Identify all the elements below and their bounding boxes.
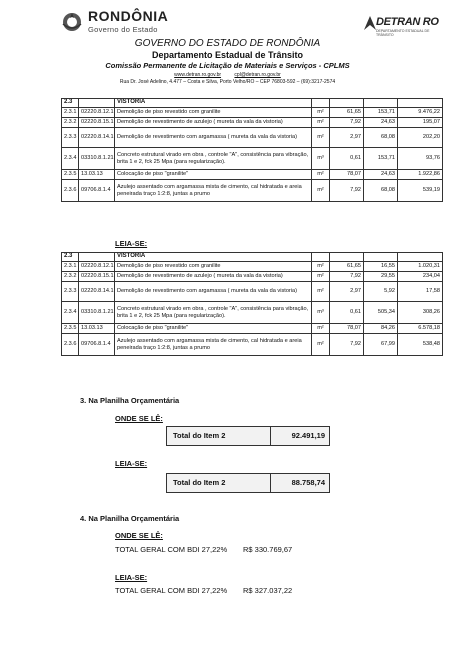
brand-title: RONDÔNIA (88, 8, 169, 24)
detran-logo-subtext: DEPARTAMENTO ESTADUAL DE TRÂNSITO (376, 29, 430, 37)
table-row (62, 180, 443, 202)
table-cell: 16,55 (364, 262, 398, 272)
table-cell: m² (312, 262, 330, 272)
table-cell: 2.3.5 (62, 170, 79, 180)
total-item-label: Total do Item 2 (167, 474, 271, 492)
table-cell: 29,55 (364, 272, 398, 282)
table-cell: 7,92 (330, 118, 364, 128)
table-cell: 2.3.2 (62, 118, 79, 128)
table-cell: 1.020,31 (398, 262, 443, 272)
table-cell (330, 253, 364, 262)
website-link[interactable]: www.detran.ro.gov.br (174, 72, 222, 78)
table-cell: 09706.8.1.4 (79, 180, 115, 202)
table-cell: Demolição de piso revestido com granilite (115, 262, 312, 272)
total-item-value: 88.758,74 (291, 478, 325, 487)
table-cell: 7,92 (330, 272, 364, 282)
table-cell: 61,65 (330, 108, 364, 118)
detran-logo (362, 14, 442, 40)
table-row (62, 324, 443, 334)
table-cell: 03310.8.1.21 (79, 148, 115, 170)
table-cell: 7,92 (330, 180, 364, 202)
table-cell: 0,61 (330, 302, 364, 324)
table-row (62, 128, 443, 148)
table-cell: m² (312, 324, 330, 334)
table-cell: 505,34 (364, 302, 398, 324)
table-cell: 0,61 (330, 148, 364, 170)
table-cell: 84,26 (364, 324, 398, 334)
section-3-onde-label: ONDE SE LÊ: (115, 414, 163, 423)
table-cell: 02220.8.15.1 (79, 118, 115, 128)
table-cell: 2.3.6 (62, 334, 79, 356)
table-cell (79, 99, 115, 108)
table-cell: Azulejo assentado com argamassa mista de cimento, cal hidratada e areia peneirada traço 1:2:8, juntas a prumo (115, 180, 312, 202)
table-cell: m³ (312, 148, 330, 170)
budget-table-original (61, 98, 443, 202)
table-cell: Demolição de revestimento de azulejo ( mureta da vala da vistoria) (115, 118, 312, 128)
section-title: VISTORIA (115, 99, 312, 108)
table-row (62, 334, 443, 356)
table-cell (398, 253, 443, 262)
table-cell: Azulejo assentado com argamassa mista de cimento, cal hidratada e areia peneirada traço 1:2:8, juntas a prumo (115, 334, 312, 356)
detran-logo-text: DETRAN RO (376, 16, 439, 28)
table-cell (312, 99, 330, 108)
table-cell: m² (312, 180, 330, 202)
table-cell: m³ (312, 302, 330, 324)
table-cell: 195,07 (398, 118, 443, 128)
rondonia-logo (60, 8, 170, 38)
table-cell: 13.03.13 (79, 324, 115, 334)
table-cell: m² (312, 272, 330, 282)
table-cell: 13.03.13 (79, 170, 115, 180)
table-row (62, 108, 443, 118)
table-row (62, 262, 443, 272)
section-code: 2.3 (62, 253, 79, 262)
table-cell: 2.3.2 (62, 272, 79, 282)
header-department: Departamento Estadual de Trânsito (151, 50, 304, 60)
table-cell (312, 253, 330, 262)
table-cell: Concreto estrutural virado em obra , controle "A", consistência para vibração, brita 1 e 2, fck 25 Mpa (para regularização). (115, 148, 312, 170)
table-cell: 1.922,86 (398, 170, 443, 180)
table-cell: 78,07 (330, 324, 364, 334)
table-cell: 78,07 (330, 170, 364, 180)
table-cell: 24,63 (364, 170, 398, 180)
table-cell: 2.3.1 (62, 108, 79, 118)
table-cell: 153,71 (364, 108, 398, 118)
table-cell: 09706.8.1.4 (79, 334, 115, 356)
table-cell (398, 99, 443, 108)
table-cell: 2,97 (330, 128, 364, 148)
section-4-onde-label: ONDE SE LÊ: (115, 531, 163, 540)
table-cell (364, 99, 398, 108)
table-cell (330, 99, 364, 108)
table-cell: 2.3.3 (62, 128, 79, 148)
table-cell: 17,58 (398, 282, 443, 302)
table-cell: 2.3.4 (62, 302, 79, 324)
section-code: 2.3 (62, 99, 79, 108)
table-row (62, 148, 443, 170)
table-row (62, 302, 443, 324)
table-cell: m² (312, 334, 330, 356)
section-4-leia-label: LEIA-SE: (115, 573, 148, 582)
brand-subtitle: Governo do Estado (88, 25, 158, 34)
budget-table-corrected (61, 252, 443, 356)
header-address: Rua Dr. José Adelino, 4.477 – Costa e Silva, Porto Velho/RO – CEP 76803-592 – (69):3217-2574 (119, 79, 336, 85)
table-row (62, 118, 443, 128)
section-3-leia-box (166, 473, 330, 493)
section-4-title: 4. Na Planilha Orçamentária (80, 514, 180, 523)
total-item-value: 92.491,19 (291, 431, 325, 440)
table-cell: 2,97 (330, 282, 364, 302)
header-commission: Comissão Permanente de Licitação de Materiais e Serviços - CPLMS (105, 61, 350, 70)
section-4-leia-text: TOTAL GERAL COM BDI 27,22% (115, 586, 228, 595)
table-row (62, 170, 443, 180)
table-cell: 202,20 (398, 128, 443, 148)
table-cell: m² (312, 108, 330, 118)
table-cell: 2.3.4 (62, 148, 79, 170)
email-link[interactable]: cpl@detran.ro.gov.br (234, 72, 281, 78)
table-cell: 03310.8.1.21 (79, 302, 115, 324)
table-cell: 308,26 (398, 302, 443, 324)
state-crest-icon (60, 10, 84, 34)
table-cell: 93,76 (398, 148, 443, 170)
table-cell: 9.476,22 (398, 108, 443, 118)
table-cell: Concreto estrutural virado em obra , controle "A", consistência para vibração, brita 1 e 2, fck 25 Mpa (para regularização). (115, 302, 312, 324)
table-cell: 67,99 (364, 334, 398, 356)
table-cell: m² (312, 118, 330, 128)
table-cell: Demolição de revestimento com argamassa ( mureta da vala da vistoria) (115, 128, 312, 148)
total-item-label: Total do Item 2 (167, 427, 271, 445)
table-cell: 2.3.6 (62, 180, 79, 202)
table-cell: 539,19 (398, 180, 443, 202)
table-cell: Colocação de piso "granilite" (115, 170, 312, 180)
table-cell: 2.3.3 (62, 282, 79, 302)
section-4-onde-text: TOTAL GERAL COM BDI 27,22% (115, 545, 228, 554)
table-cell: 6.578,18 (398, 324, 443, 334)
section-4-leia-value: R$ 327.037,22 (243, 586, 293, 595)
table-cell: 2.3.1 (62, 262, 79, 272)
header-contacts (0, 72, 455, 78)
leia-se-label: LEIA-SE: (115, 239, 148, 248)
table-cell: 02220.8.15.1 (79, 272, 115, 282)
section-3-leia-label: LEIA-SE: (115, 459, 148, 468)
table-cell: m² (312, 282, 330, 302)
section-3-onde-box (166, 426, 330, 446)
table-cell: 2.3.5 (62, 324, 79, 334)
header-government: GOVERNO DO ESTADO DE RONDÔNIA (134, 38, 321, 49)
table-cell (364, 253, 398, 262)
table-cell: 68,08 (364, 180, 398, 202)
table-cell: Demolição de revestimento de azulejo ( mureta da vala da vistoria) (115, 272, 312, 282)
table-cell: 02220.8.12.1 (79, 262, 115, 272)
table-cell: 61,65 (330, 262, 364, 272)
table-cell: 153,71 (364, 148, 398, 170)
table-cell: 02220.8.14.1 (79, 128, 115, 148)
section-title: VISTORIA (115, 253, 312, 262)
table-cell: Colocação de piso "granilite" (115, 324, 312, 334)
table-cell (79, 253, 115, 262)
table-cell: 7,92 (330, 334, 364, 356)
table-cell: 24,63 (364, 118, 398, 128)
section-4-onde-value: R$ 330.769,67 (243, 545, 293, 554)
table-cell: 5,92 (364, 282, 398, 302)
table-row (62, 282, 443, 302)
section-3-title: 3. Na Planilha Orçamentária (80, 396, 180, 405)
table-cell: m² (312, 170, 330, 180)
table-row (62, 272, 443, 282)
table-cell: Demolição de piso revestido com granilite (115, 108, 312, 118)
table-cell: 02220.8.14.1 (79, 282, 115, 302)
table-cell: Demolição de revestimento com argamassa ( mureta da vala da vistoria) (115, 282, 312, 302)
table-cell: 234,04 (398, 272, 443, 282)
table-cell: 68,08 (364, 128, 398, 148)
table-cell: 538,48 (398, 334, 443, 356)
table-cell: m² (312, 128, 330, 148)
table-cell: 02220.8.12.1 (79, 108, 115, 118)
